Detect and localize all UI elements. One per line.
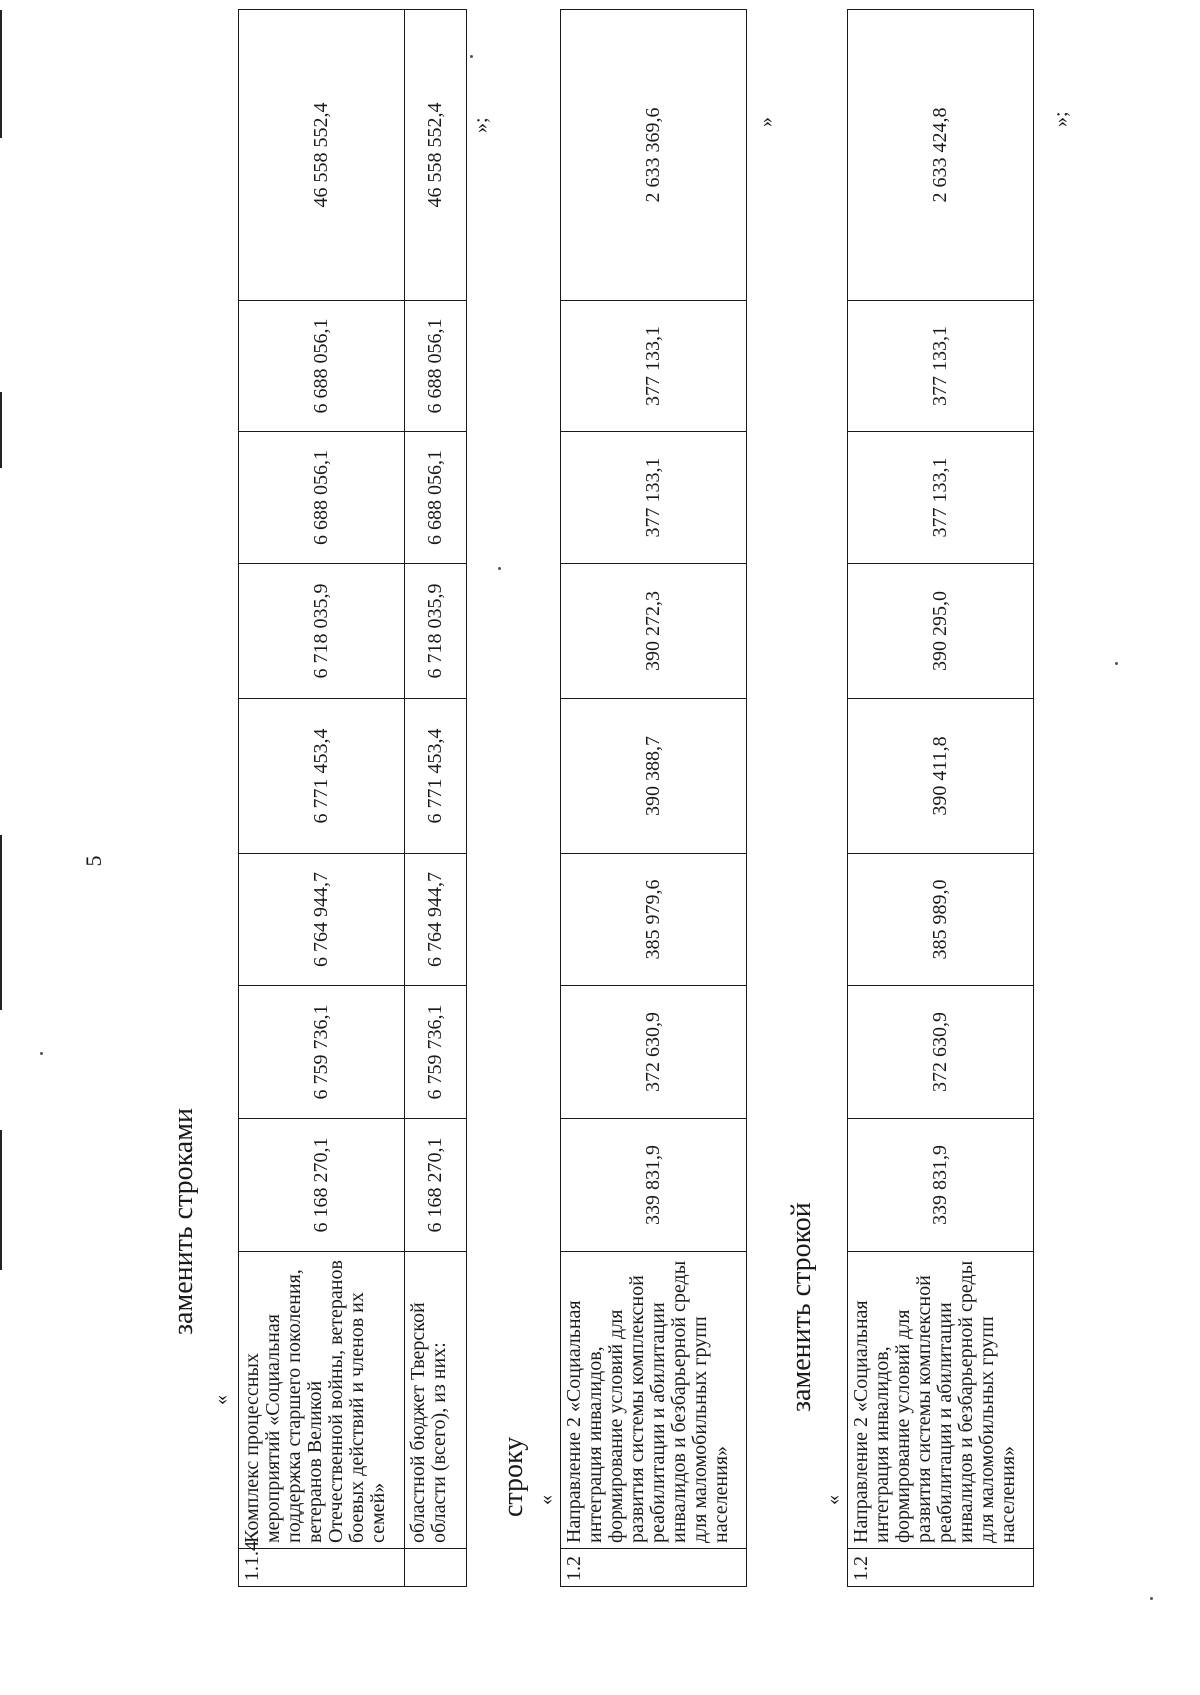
scan-speck	[1115, 662, 1118, 665]
budget-table-3	[847, 9, 1034, 1587]
row-name: Направление 2 «Социальная интеграция инвалидов, формирование условий для развития системы комплексной реабилитации и абилитации инвалидов и безбарьерной среды для маломобильных групп населения»	[561, 1252, 747, 1549]
value-cell: 2 633 369,6	[561, 10, 747, 301]
value-cell: 6 764 944,7	[239, 854, 405, 986]
scan-speck	[498, 567, 501, 570]
value-cell: 6 688 056,1	[239, 432, 405, 564]
value-cell: 372 630,9	[848, 986, 1034, 1119]
value-cell: 390 272,3	[561, 564, 747, 699]
table-row	[405, 10, 467, 1587]
value-cell: 6 688 056,1	[405, 432, 467, 564]
value-cell: 6 718 035,9	[405, 564, 467, 699]
value-cell: 377 133,1	[561, 301, 747, 432]
value-cell: 6 688 056,1	[239, 301, 405, 432]
value-cell: 377 133,1	[561, 432, 747, 564]
row-number: 1.1.4	[239, 1549, 405, 1587]
opening-quote: «	[535, 1495, 557, 1505]
value-cell: 377 133,1	[848, 432, 1034, 564]
value-cell: 6 688 056,1	[405, 301, 467, 432]
row-number: 1.2	[561, 1549, 747, 1587]
value-cell: 46 558 552,4	[239, 10, 405, 301]
row-number	[405, 1549, 467, 1587]
scan-speck	[1150, 1597, 1153, 1600]
value-cell: 339 831,9	[848, 1119, 1034, 1252]
value-cell: 390 411,8	[848, 699, 1034, 854]
value-cell: 372 630,9	[561, 986, 747, 1119]
value-cell: 6 718 035,9	[239, 564, 405, 699]
scan-speck	[40, 1052, 43, 1055]
table-row	[239, 10, 405, 1587]
value-cell: 6 771 453,4	[239, 699, 405, 854]
budget-table-1	[238, 9, 467, 1587]
value-cell: 6 168 270,1	[239, 1119, 405, 1252]
page-number: 5	[81, 855, 106, 867]
row-name: областной бюджет Тверской области (всего), из них:	[405, 1252, 467, 1549]
closing-quote: »;	[1050, 111, 1072, 127]
budget-table-2	[560, 9, 747, 1587]
value-cell: 6 759 736,1	[239, 986, 405, 1119]
heading-replace-with-rows: заменить строками	[168, 1108, 199, 1335]
value-cell: 390 388,7	[561, 699, 747, 854]
value-cell: 6 168 270,1	[405, 1119, 467, 1252]
heading-replace-with-row: заменить строкой	[786, 1202, 817, 1412]
value-cell: 385 979,6	[561, 854, 747, 986]
value-cell: 6 771 453,4	[405, 699, 467, 854]
opening-quote: «	[822, 1495, 844, 1505]
row-number: 1.2	[848, 1549, 1034, 1587]
value-cell: 377 133,1	[848, 301, 1034, 432]
opening-quote: «	[210, 1395, 232, 1405]
value-cell: 46 558 552,4	[405, 10, 467, 301]
value-cell: 6 764 944,7	[405, 854, 467, 986]
row-name: Направление 2 «Социальная интеграция инвалидов, формирование условий для развития системы комплексной реабилитации и абилитации инвалидов и безбарьерной среды для маломобильных групп населения»	[848, 1252, 1034, 1549]
value-cell: 6 759 736,1	[405, 986, 467, 1119]
scan-speck	[470, 55, 473, 58]
closing-quote: »;	[470, 117, 492, 133]
table-row	[561, 10, 747, 1587]
row-name: Комплекс процессных мероприятий «Социальная поддержка старшего поколения, ветеранов Великой Отечественной войны, ветеранов боевых действий и членов их семей»	[239, 1252, 405, 1549]
value-cell: 390 295,0	[848, 564, 1034, 699]
closing-quote: »	[755, 117, 777, 127]
value-cell: 385 989,0	[848, 854, 1034, 986]
value-cell: 339 831,9	[561, 1119, 747, 1252]
value-cell: 2 633 424,8	[848, 10, 1034, 301]
heading-row: строку	[498, 1436, 529, 1517]
table-row	[848, 10, 1034, 1587]
